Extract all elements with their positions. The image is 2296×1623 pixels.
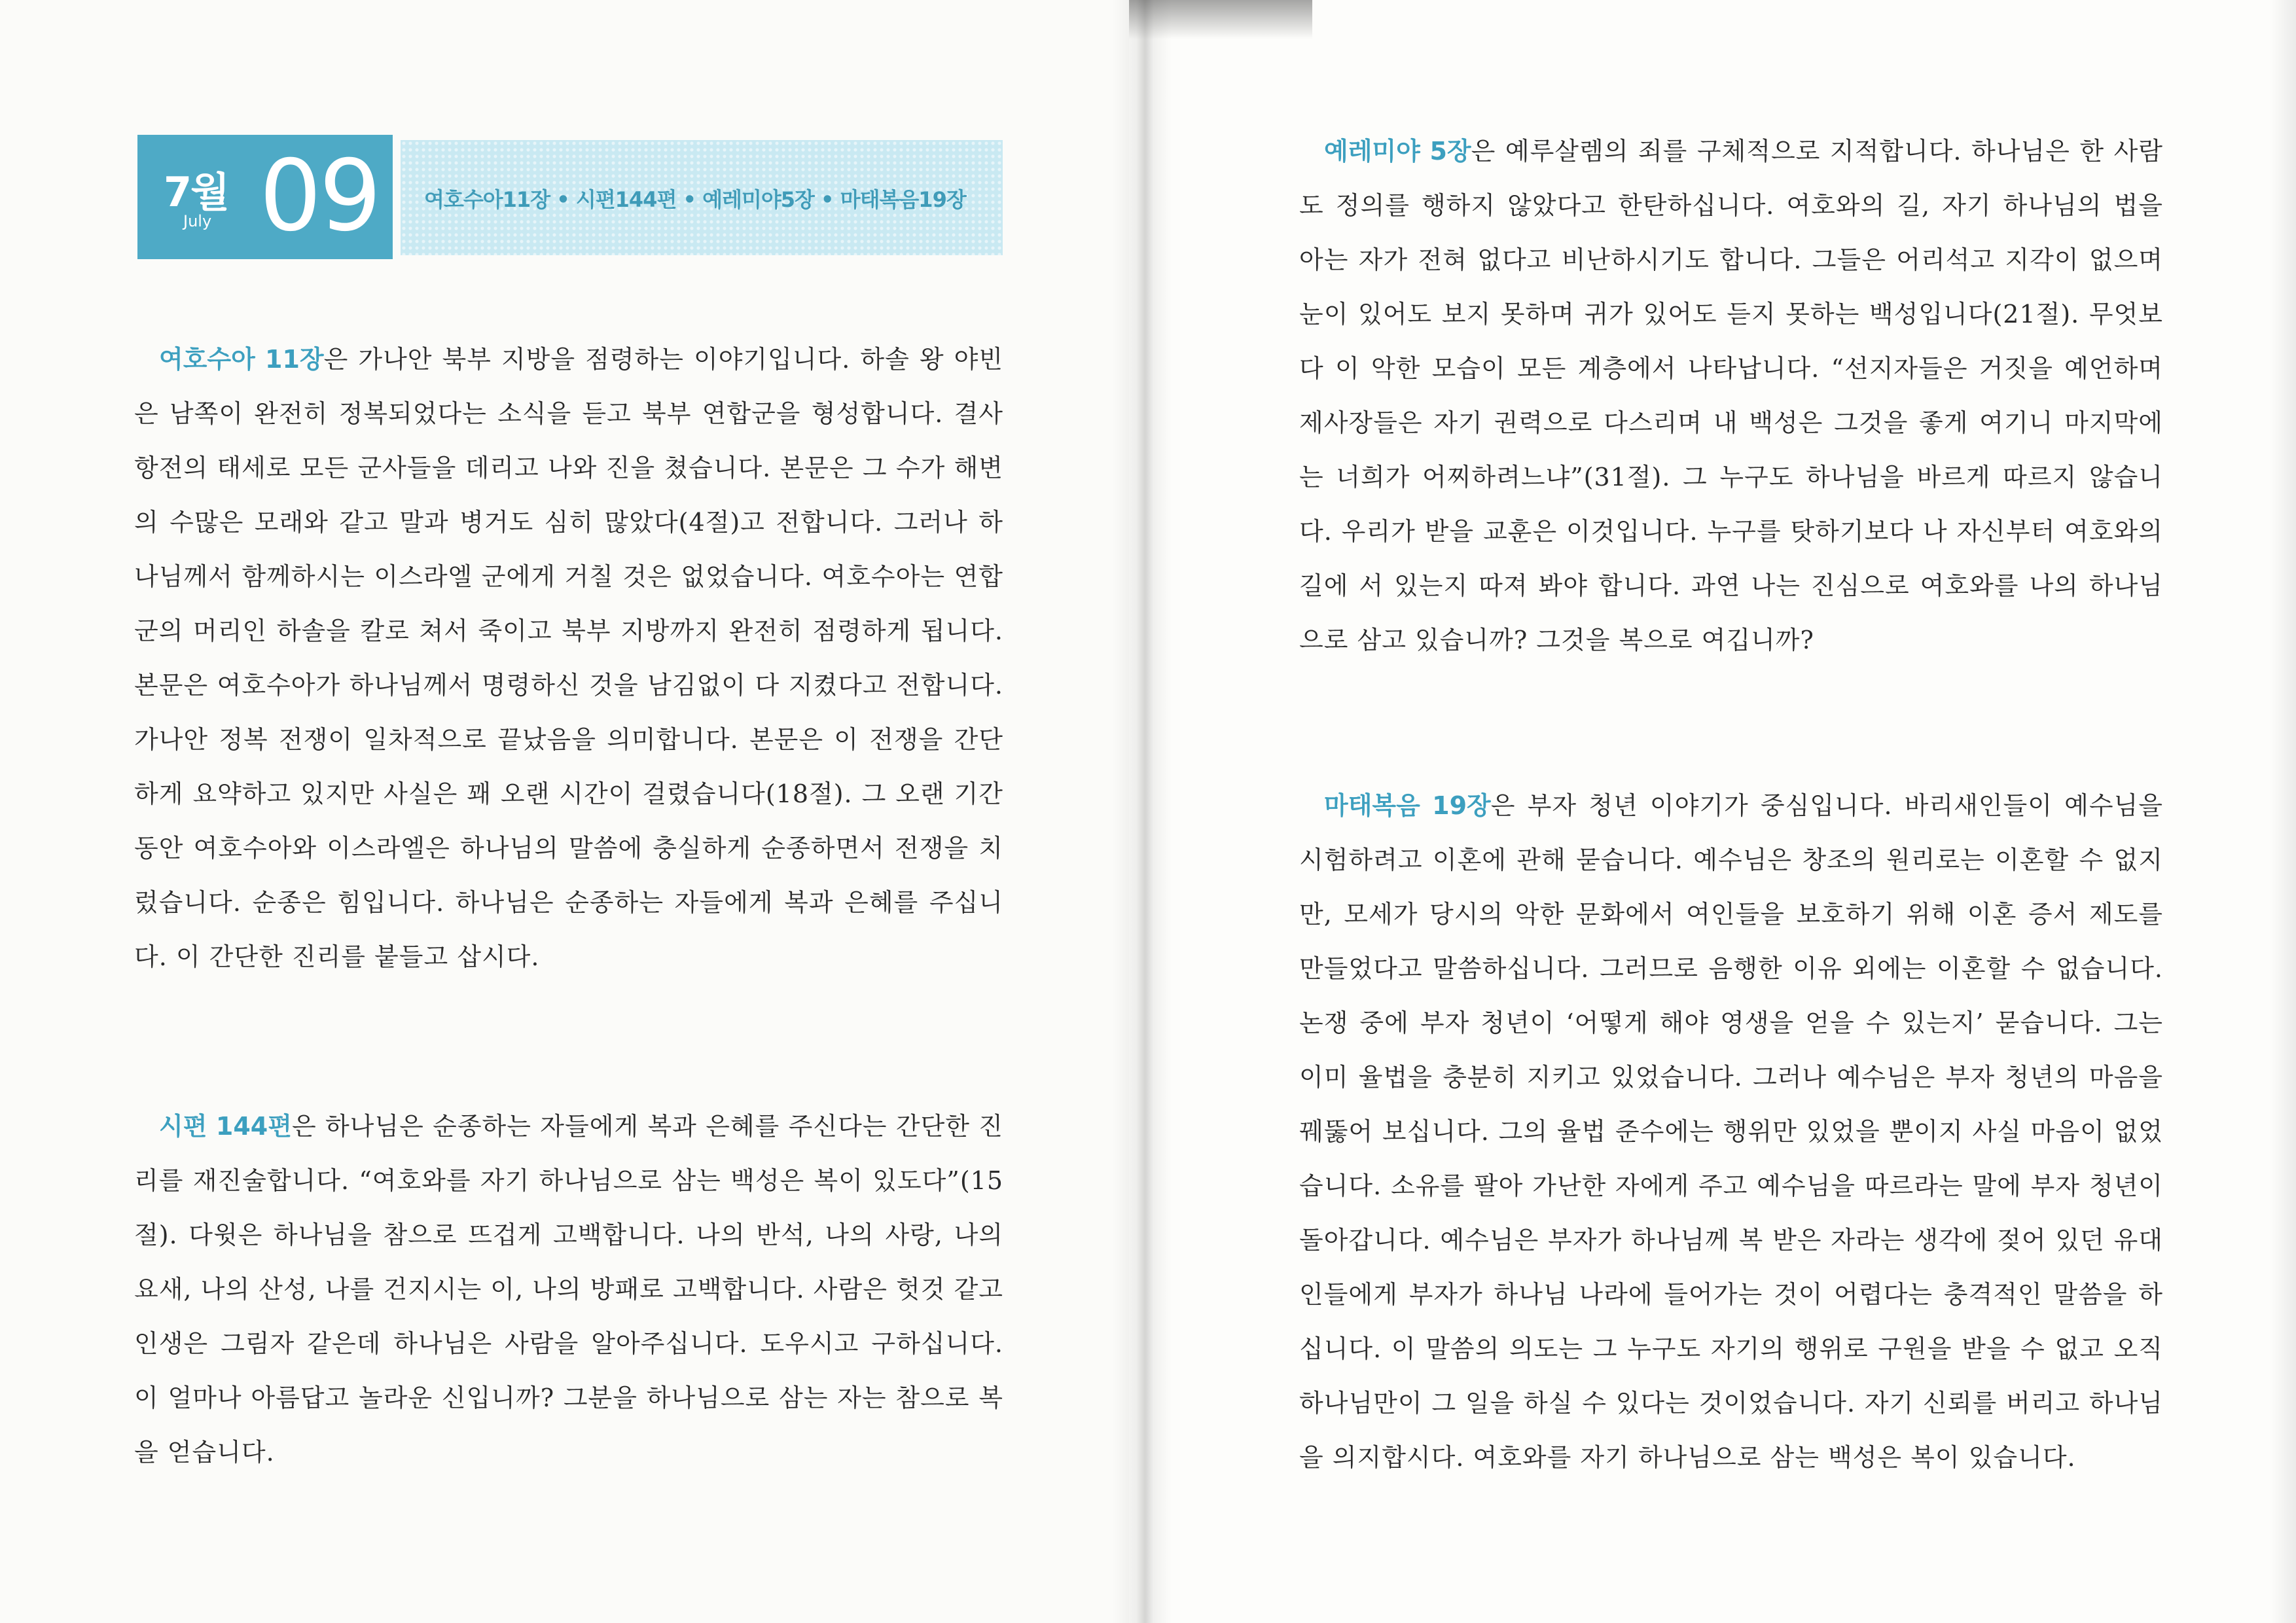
page-edge xyxy=(2270,0,2296,1623)
passages-list: 여호수아11장 • 시편144편 • 예레미야5장 • 마태복음19장 xyxy=(424,187,966,212)
paragraph-body: 은 가나안 북부 지방을 점령하는 이야기입니다. 하솔 왕 야빈은 남쪽이 완전히 정복되었다는 소식을 듣고 북부 연합군을 형성합니다. 결사 항전의 태세로 모든 군사들을 데리고 나와 진을 쳤습니다. 본문은 그 수가 해변의 수많은 모래와 같고 말과 병거도 심히 많았다(4절)고 전합니다. 그러나 하나님께서 함께하시는 이스라엘 군에게 거칠 것은 없었습니다. 여호수아는 연합군의 머리인 하솔을 칼로 쳐서 죽이고 북부 지방까지 완전히 점령하게 됩니다. 본문은 여호수아가 하나님께서 명령하신 것을 남김없이 다 지켰다고 전합니다. 가나안 정복 전쟁이 일차적으로 끝났음을 의미합니다. 본문은 이 전쟁을 간단하게 요약하고 있지만 사실은 꽤 오랜 시간이 걸렸습니다(18절). 그 오랜 기간 동안 여호수아와 이스라엘은 하나님의 말씀에 충실하게 순종하면서 전쟁을 치렀습니다. 순종은 힘입니다. 하나님은 순종하는 자들에게 복과 은혜를 주십니다. 이 간단한 진리를 붙들고 삽시다. xyxy=(134,345,1003,971)
paragraph-joshua-11 xyxy=(134,332,1003,984)
paragraph-psalm-144 xyxy=(134,1099,1003,1480)
paragraph-body: 은 부자 청년 이야기가 중심입니다. 바리새인들이 예수님을 시험하려고 이혼에 관해 묻습니다. 예수님은 창조의 원리로는 이혼할 수 없지만, 모세가 당시의 악한 문화에서 여인들을 보호하기 위해 이혼 증서 제도를 만들었다고 말씀하십니다. 그러므로 음행한 이유 외에는 이혼할 수 없습니다. 논쟁 중에 부자 청년이 ‘어떻게 해야 영생을 얻을 수 있는지’ 묻습니다. 그는 이미 율법을 충분히 지키고 있었습니다. 그러나 예수님은 부자 청년의 마음을 꿰뚫어 보십니다. 그의 율법 준수에는 행위만 있었을 뿐이지 사실 마음이 없었습니다. 소유를 팔아 가난한 자에게 주고 예수님을 따르라는 말에 부자 청년이 돌아갑니다. 예수님은 부자가 하나님께 복 받은 자라는 생각에 젖어 있던 유대인들에게 부자가 하나님 나라에 들어가는 것이 어렵다는 충격적인 말씀을 하십니다. 이 말씀의 의도는 그 누구도 자기의 행위로 구원을 받을 수 없고 오직 하나님만이 그 일을 하실 수 있다는 것이었습니다. 자기 신뢰를 버리고 하나님을 의지합시다. 여호와를 자기 하나님으로 삼는 백성은 복이 있습니다. xyxy=(1299,791,2163,1472)
paragraph-body: 은 예루살렘의 죄를 구체적으로 지적합니다. 하나님은 한 사람도 정의를 행하지 않았다고 한탄하십니다. 여호와의 길, 자기 하나님의 법을 아는 자가 전혀 없다고 비난하시기도 합니다. 그들은 어리석고 지각이 없으며 눈이 있어도 보지 못하며 귀가 있어도 듣지 못하는 백성입니다(21절). 무엇보다 이 악한 모습이 모든 계층에서 나타납니다. “선지자들은 거짓을 예언하며 제사장들은 자기 권력으로 다스리며 내 백성은 그것을 좋게 여기니 마지막에는 너희가 어찌하려느냐”(31절). 그 누구도 하나님을 바르게 따르지 않습니다. 우리가 받을 교훈은 이것입니다. 누구를 탓하기보다 나 자신부터 여호와의 길에 서 있는지 따져 봐야 합니다. 과연 나는 진심으로 여호와를 나의 하나님으로 삼고 있습니까? 그것을 복으로 여깁니까? xyxy=(1299,137,2163,654)
paragraph-matthew-19 xyxy=(1299,779,2163,1485)
month-label: 7월 xyxy=(164,168,229,216)
day-number: 09 xyxy=(259,139,379,253)
paragraph-lead: 여호수아 11장 xyxy=(159,345,324,374)
gutter-shadow xyxy=(1113,0,1172,1623)
paragraph-lead: 시편 144편 xyxy=(159,1112,292,1141)
passages-banner xyxy=(401,140,1003,255)
paragraph-lead: 마태복음 19장 xyxy=(1324,791,1491,820)
date-box xyxy=(137,135,393,259)
paragraph-lead: 예레미야 5장 xyxy=(1324,137,1471,166)
paragraph-jeremiah-5 xyxy=(1299,124,2163,668)
top-shadow xyxy=(1129,0,1312,39)
paragraph-body: 은 하나님은 순종하는 자들에게 복과 은혜를 주신다는 간단한 진리를 재진술합니다. “여호와를 자기 하나님으로 삼는 백성은 복이 있도다”(15절). 다윗은 하나님을 참으로 뜨겁게 고백합니다. 나의 반석, 나의 사랑, 나의 요새, 나의 산성, 나를 건지시는 이, 나의 방패로 고백합니다. 사람은 헛것 같고 인생은 그림자 같은데 하나님은 사람을 알아주십니다. 도우시고 구하십니다. 이 얼마나 아름답고 놀라운 신입니까? 그분을 하나님으로 삼는 자는 참으로 복을 얻습니다. xyxy=(134,1112,1003,1467)
month-english-label: July xyxy=(183,212,212,230)
